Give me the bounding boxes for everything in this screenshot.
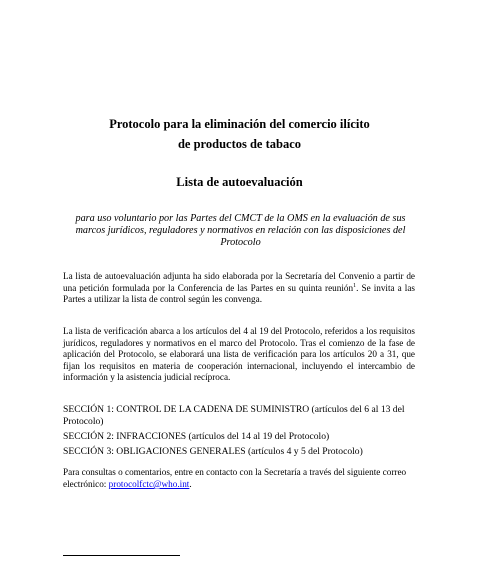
contact-text-end: . (189, 479, 192, 489)
document-title-line-1: Protocolo para la eliminación del comercio ilícito (109, 117, 370, 131)
paragraph-intro (63, 271, 415, 306)
email-link[interactable]: protocolfctc@who.int (108, 479, 190, 489)
section-2-heading: SECCIÓN 2: INFRACCIONES (artículos del 14 al 19 del Protocolo) (63, 431, 330, 442)
paragraph-scope: La lista de verificación abarca a los artículos del 4 al 19 del Protocolo, referidos a los requisitos jurídicos, reguladores y normativos en el marco del Protocolo. Tras el comienzo de la fase de aplicación del Protocolo, se elaborará una lista de verificación para los artículos 20 a 31, que fijan los requisitos en materia de cooperación internacional, incluyendo el intercambio de información y la asistencia judicial recíproca. (63, 326, 415, 383)
italic-intro: para uso voluntario por las Partes del CMCT de la OMS en la evaluación de sus marcos jurídicos, reguladores y normativos en relación con las disposiciones del Protocolo (75, 213, 406, 248)
paragraph-intro-text-end: . Se invita a las Partes a utilizar la lista de control según les convenga. (63, 282, 415, 305)
contact-text: Para consultas o comentarios, entre en contacto con la Secretaría a través del siguiente correo electrónico: (63, 467, 407, 489)
contact-paragraph (63, 466, 419, 490)
document-subtitle: Lista de autoevaluación (176, 175, 303, 189)
footnote-marker[interactable]: 1 (353, 282, 357, 289)
section-3-heading: SECCIÓN 3: OBLIGACIONES GENERALES (artículos 4 y 5 del Protocolo) (63, 446, 363, 457)
paragraph-intro-text: La lista de autoevaluación adjunta ha sido elaborada por la Secretaría del Convenio a partir de una petición formulada por la Conferencia de las Partes en su quinta reunión (63, 271, 415, 293)
footnote-separator (63, 555, 180, 556)
document-title-line-2: de productos de tabaco (177, 137, 302, 151)
section-1-heading: SECCIÓN 1: CONTROL DE LA CADENA DE SUMINISTRO (artículos del 6 al 13 del Protocolo) (63, 404, 405, 427)
